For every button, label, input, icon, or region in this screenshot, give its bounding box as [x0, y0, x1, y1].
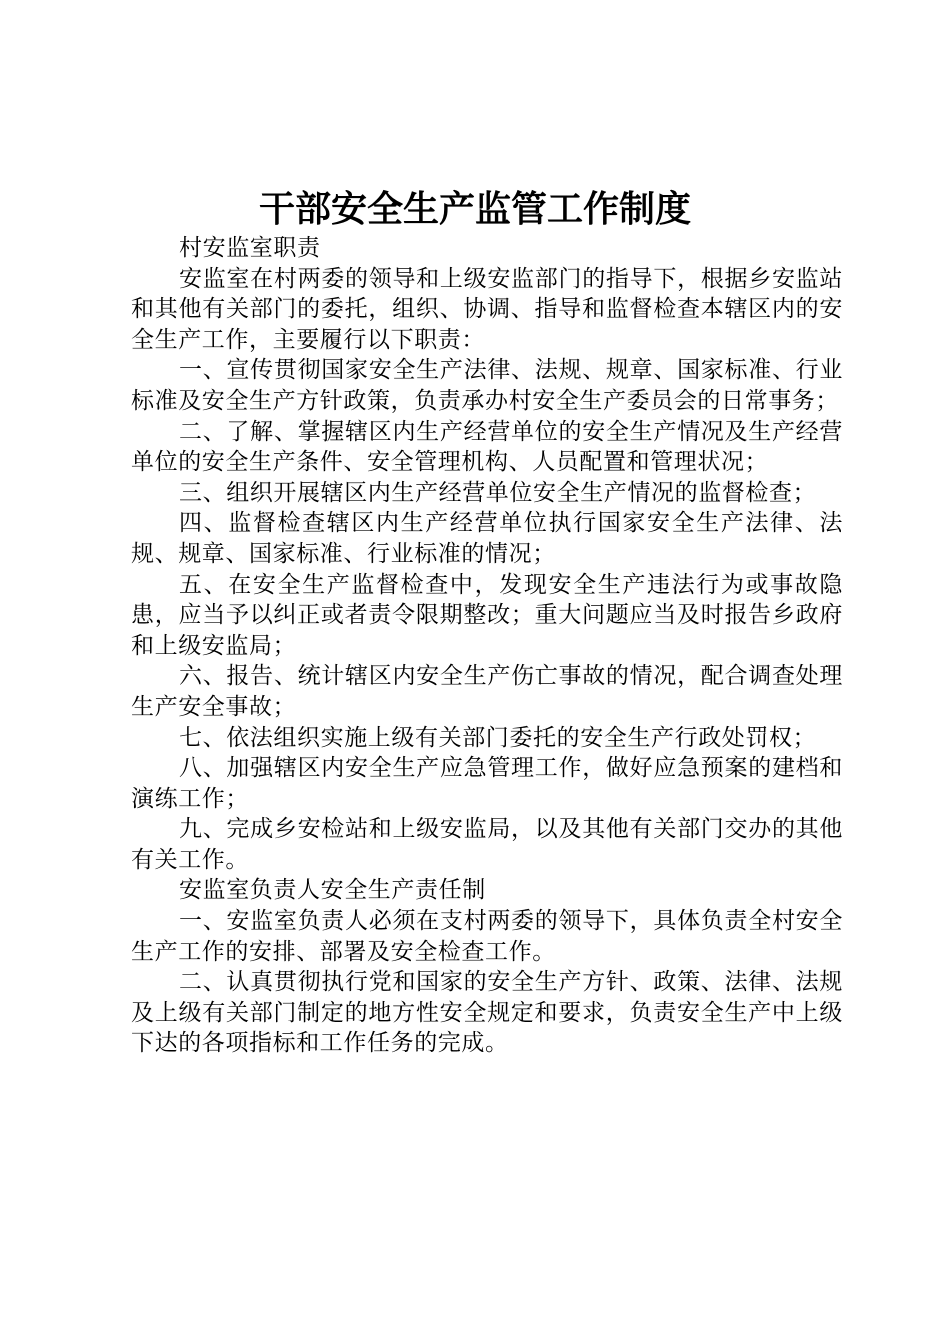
section-heading: 安监室负责人安全生产责任制 — [179, 877, 486, 904]
section-heading: 村安监室职责 — [179, 235, 321, 261]
list-item: 七、依法组织实施上级有关部门委托的安全生产行政处罚权； — [179, 724, 817, 751]
list-item: 二、了解、掌握辖区内生产经营单位的安全生产情况及生产经营单位的安全生产条件、安全管理机构、人员配置和管理状况； — [131, 418, 843, 476]
document-title: 干部安全生产监管工作制度 — [258, 189, 691, 230]
list-item: 一、安监室负责人必须在支村两委的领导下，具体负责全村安全生产工作的安排、部署及安全检查工作。 — [131, 908, 843, 965]
list-item: 八、加强辖区内安全生产应急管理工作，做好应急预案的建档和演练工作； — [131, 755, 843, 812]
list-item: 九、完成乡安检站和上级安监局，以及其他有关部门交办的其他有关工作。 — [131, 816, 843, 873]
document-body — [131, 233, 843, 1059]
paragraph: 安监室在村两委的领导和上级安监部门的指导下，根据乡安监站和其他有关部门的委托，组织、协调、指导和监督检查本辖区内的安全生产工作，主要履行以下职责： — [131, 265, 843, 353]
list-item: 六、报告、统计辖区内安全生产伤亡事故的情况，配合调查处理生产安全事故； — [131, 663, 843, 720]
list-item: 一、宣传贯彻国家安全生产法律、法规、规章、国家标准、行业标准及安全生产方针政策，负责承办村安全生产委员会的日常事务； — [131, 357, 843, 414]
list-item: 三、组织开展辖区内生产经营单位安全生产情况的监督检查； — [179, 479, 817, 506]
list-item: 五、在安全生产监督检查中，发现安全生产违法行为或事故隐患，应当予以纠正或者责令限期整改；重大问题应当及时报告乡政府和上级安监局； — [131, 571, 843, 659]
list-item: 四、监督检查辖区内生产经营单位执行国家安全生产法律、法规、规章、国家标准、行业标准的情况； — [131, 510, 843, 567]
list-item: 二、认真贯彻执行党和国家的安全生产方针、政策、法律、法规及上级有关部门制定的地方性安全规定和要求，负责安全生产中上级下达的各项指标和工作任务的完成。 — [131, 969, 843, 1057]
